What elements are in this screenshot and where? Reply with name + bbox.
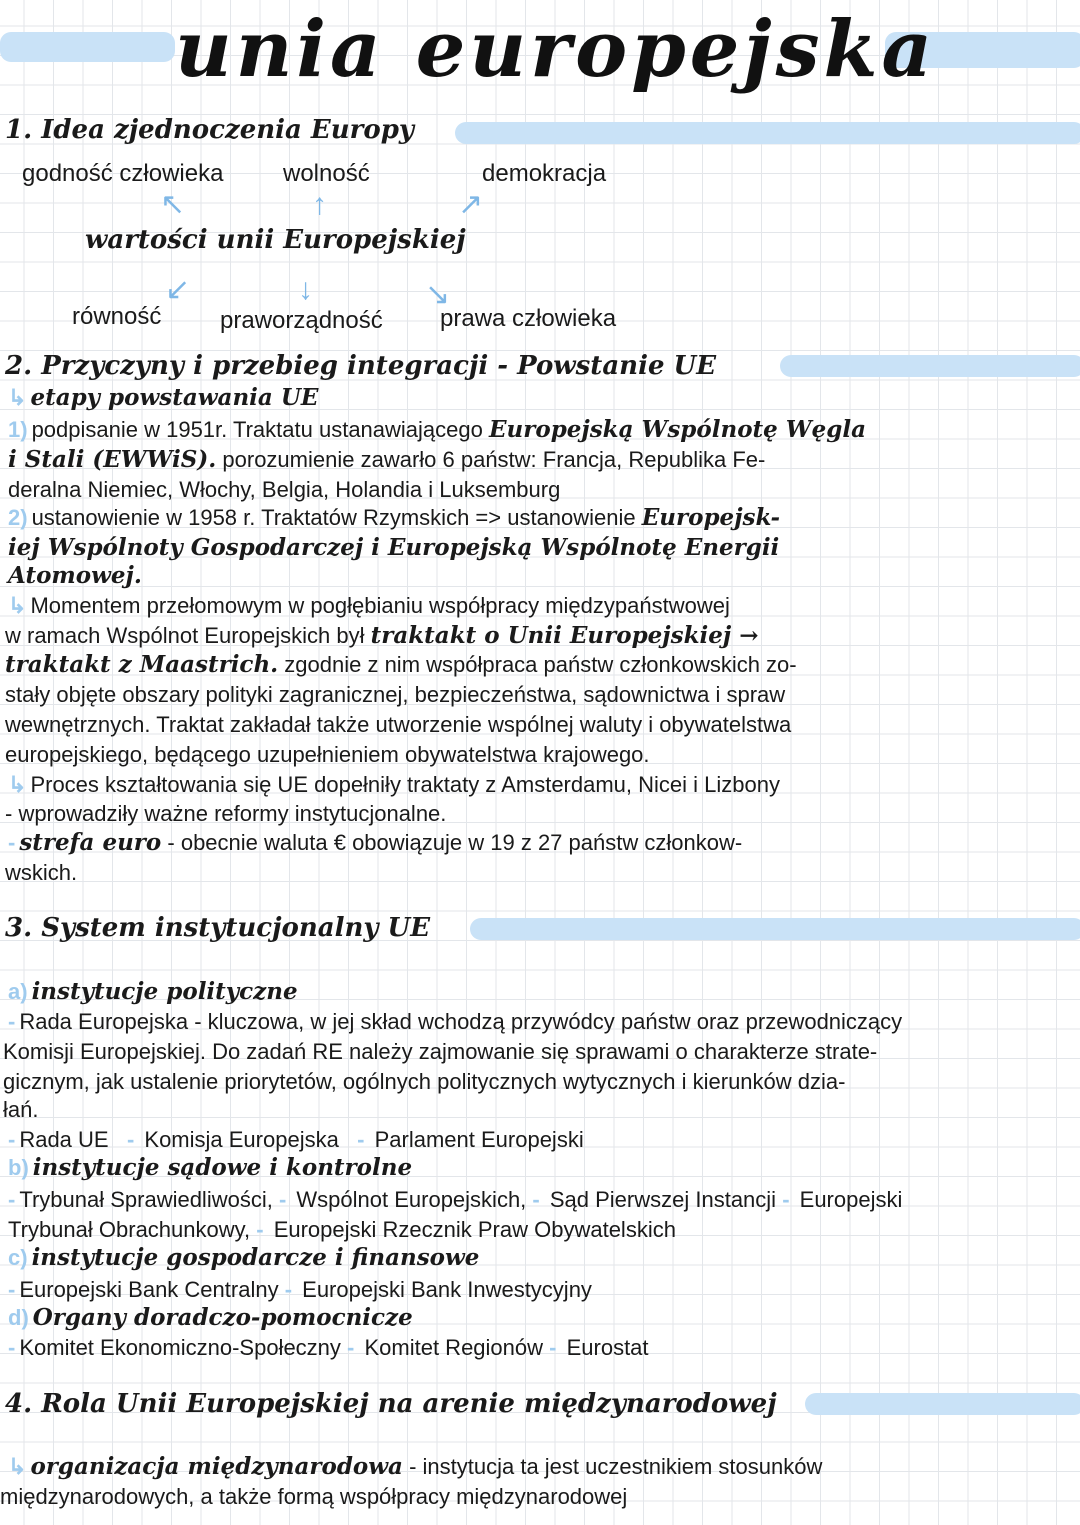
note-text: Europejski Bank Inwestycyjny bbox=[302, 1277, 592, 1302]
note-line bbox=[8, 504, 780, 532]
bullet-marker: ↳ bbox=[8, 1454, 27, 1479]
note-line bbox=[8, 1334, 649, 1362]
bullet-marker: 1) bbox=[8, 417, 28, 442]
bullet-marker: c) bbox=[8, 1245, 28, 1270]
note-text: porozumienie zawarło 6 państw: Francja, Republika Fe- bbox=[216, 447, 766, 472]
note-line bbox=[5, 859, 77, 887]
highlight-bar bbox=[780, 355, 1080, 377]
dash-marker: - bbox=[782, 1187, 796, 1212]
note-line bbox=[8, 1304, 413, 1332]
note-line bbox=[8, 384, 318, 412]
note-text: Europejski Rzecznik Praw Obywatelskich bbox=[273, 1217, 676, 1242]
note-text: stały objęte obszary polityki zagranicznej, bezpieczeństwa, sądownictwa i spraw bbox=[5, 682, 786, 707]
highlight-bar bbox=[805, 1393, 1080, 1415]
note-text: - obecnie waluta € obowiązuje w 19 z 27 państw członkow- bbox=[161, 830, 743, 855]
note-text: Komitet Regionów bbox=[364, 1335, 550, 1360]
note-text: Komisji Europejskiej. Do zadań RE należy zajmowanie się sprawami o charakterze strate- bbox=[3, 1039, 878, 1064]
note-text: strefa euro bbox=[19, 829, 162, 856]
note-text: Organy doradczo-pomocnicze bbox=[32, 1304, 413, 1331]
note-text: europejskiego, będącego uzupełnieniem obywatelstwa krajowego. bbox=[5, 742, 650, 767]
note-line bbox=[0, 1483, 627, 1511]
note-text: Momentem przełomowym w pogłębianiu współpracy międzypaństwowej bbox=[30, 593, 730, 618]
note-text: Sąd Pierwszej Instancji bbox=[549, 1187, 783, 1212]
note-text: Komitet Ekonomiczno-Społeczny bbox=[19, 1335, 348, 1360]
note-line bbox=[5, 622, 758, 650]
note-line bbox=[8, 476, 560, 504]
dash-marker: - bbox=[347, 1335, 361, 1360]
note-text: traktakt z Maastrich. bbox=[5, 651, 279, 678]
note-text: łań. bbox=[3, 1097, 39, 1122]
note-line bbox=[8, 416, 866, 444]
note-line bbox=[3, 1038, 877, 1066]
note-line bbox=[8, 592, 730, 620]
note-line bbox=[8, 1126, 584, 1154]
dash-marker: - bbox=[357, 1127, 371, 1152]
note-text: Europejsk- bbox=[641, 504, 781, 531]
note-text: Trybunał Obrachunkowy, bbox=[8, 1217, 257, 1242]
note-text: instytucje sądowe i kontrolne bbox=[32, 1154, 413, 1181]
dash-marker: - bbox=[284, 1277, 299, 1302]
note-line bbox=[5, 352, 716, 381]
note-text: 3. System instytucjonalny UE bbox=[5, 913, 431, 943]
note-text: gicznym, jak ustalenie priorytetów, ogólnych politycznych wytycznych i kierunków dzia- bbox=[3, 1069, 846, 1094]
note-text: - instytucja ta jest uczestnikiem stosunków bbox=[402, 1454, 823, 1479]
note-line bbox=[8, 1244, 479, 1272]
value-rule-of-law: praworządność bbox=[220, 307, 383, 334]
arrow-up-right-icon: ↗ bbox=[458, 188, 484, 221]
bullet-marker: - bbox=[8, 1277, 16, 1302]
note-line bbox=[8, 1216, 676, 1244]
note-text: w ramach Wspólnot Europejskich był bbox=[5, 623, 371, 648]
bullet-marker: b) bbox=[8, 1155, 29, 1180]
note-text: instytucje gospodarcze i finansowe bbox=[31, 1244, 480, 1271]
arrow-down-icon: ↓ bbox=[298, 273, 313, 306]
highlight-bar bbox=[455, 122, 1080, 144]
value-human-rights: prawa człowieka bbox=[440, 305, 617, 332]
note-text: Rada UE bbox=[19, 1127, 127, 1152]
value-freedom: wolność bbox=[283, 160, 370, 187]
note-text: iej Wspólnoty Gospodarczej i Europejską Wspólnotę Energii bbox=[8, 534, 780, 561]
value-dignity: godność człowieka bbox=[22, 160, 224, 187]
note-text: 2. Przyczyny i przebieg integracji - bbox=[5, 351, 518, 381]
note-text: traktakt o Unii Europejskiej → bbox=[370, 622, 759, 649]
note-line bbox=[5, 1390, 777, 1419]
note-text: Atomowej. bbox=[8, 562, 142, 589]
note-line bbox=[5, 741, 650, 769]
note-line bbox=[8, 534, 779, 562]
note-text: zgodnie z nim współpraca państw członkowskich zo- bbox=[278, 652, 797, 677]
note-text: 4. Rola Unii Europejskiej na arenie międzynarodowej bbox=[5, 1389, 777, 1419]
note-line bbox=[8, 1453, 822, 1481]
note-line bbox=[3, 1068, 845, 1096]
highlight-bar bbox=[470, 918, 1080, 940]
note-line bbox=[8, 1008, 902, 1036]
highlight-bar bbox=[0, 32, 175, 62]
note-text: i Stali (EWWiS). bbox=[8, 446, 217, 473]
note-text: Trybunał Sprawiedliwości, bbox=[19, 1187, 279, 1212]
note-text: Proces kształtowania się UE dopełniły traktaty z Amsterdamu, Nicei i Lizbony bbox=[30, 772, 780, 797]
bullet-marker: ↳ bbox=[8, 772, 27, 797]
note-text: wskich. bbox=[5, 860, 78, 885]
note-text: instytucje polityczne bbox=[31, 978, 298, 1005]
arrow-down-left-icon: ↙ bbox=[165, 273, 191, 306]
note-text: ustanowienie w 1958 r. Traktatów Rzymskich => ustanowienie bbox=[31, 505, 642, 530]
dash-marker: - bbox=[278, 1187, 293, 1212]
note-line bbox=[8, 1186, 902, 1214]
note-text: podpisanie w 1951r. Traktatu ustanawiającego bbox=[31, 417, 489, 442]
note-line bbox=[8, 562, 142, 590]
arrow-up-icon: ↑ bbox=[312, 188, 327, 221]
note-text: - wprowadziły ważne reformy instytucjonalne. bbox=[5, 801, 447, 826]
note-text: Europejski Bank Centralny bbox=[19, 1277, 285, 1302]
arrow-down-right-icon: ↘ bbox=[425, 278, 451, 311]
bullet-marker: - bbox=[8, 830, 16, 855]
dash-marker: - bbox=[256, 1217, 270, 1242]
dash-marker: - bbox=[532, 1187, 546, 1212]
note-line bbox=[8, 771, 780, 799]
note-line bbox=[3, 1096, 38, 1124]
note-text: organizacja międzynarodowa bbox=[30, 1453, 403, 1480]
value-democracy: demokracja bbox=[482, 160, 607, 187]
note-text: Eurostat bbox=[566, 1335, 649, 1360]
note-line bbox=[5, 800, 446, 828]
value-equality: równość bbox=[72, 303, 162, 330]
bullet-marker: ↳ bbox=[8, 593, 27, 618]
note-line bbox=[5, 914, 430, 943]
note-line bbox=[8, 1154, 412, 1182]
note-text: Powstanie UE bbox=[517, 351, 717, 381]
note-line bbox=[8, 978, 298, 1006]
note-text: Europejską Wspólnotę Węgla bbox=[488, 416, 866, 443]
bullet-marker: a) bbox=[8, 979, 28, 1004]
note-text: Europejski bbox=[799, 1187, 903, 1212]
bullet-marker: 2) bbox=[8, 505, 28, 530]
note-text: etapy powstawania UE bbox=[30, 384, 319, 411]
bullet-marker: - bbox=[8, 1009, 16, 1034]
note-text: międzynarodowych, a także formą współpracy międzynarodowej bbox=[0, 1484, 628, 1509]
note-line bbox=[5, 651, 797, 679]
bullet-marker: - bbox=[8, 1127, 16, 1152]
note-text: deralna Niemiec, Włochy, Belgia, Holandia i Luksemburg bbox=[8, 477, 561, 502]
note-text: Komisja Europejska bbox=[144, 1127, 358, 1152]
note-text: Parlament Europejski bbox=[374, 1127, 584, 1152]
dash-marker: - bbox=[126, 1127, 141, 1152]
note-text: Wspólnot Europejskich, bbox=[296, 1187, 533, 1212]
note-text: wewnętrznych. Traktat zakładał także utworzenie wspólnej waluty i obywatelstwa bbox=[5, 712, 792, 737]
eu-values-center: wartości unii Europejskiej bbox=[85, 225, 466, 255]
note-line bbox=[5, 711, 791, 739]
note-line bbox=[8, 829, 742, 857]
note-text: Rada Europejska - kluczowa, w jej skład wchodzą przywódcy państw oraz przewodniczący bbox=[19, 1009, 903, 1034]
bullet-marker: - bbox=[8, 1335, 16, 1360]
note-line bbox=[5, 681, 785, 709]
bullet-marker: ↳ bbox=[8, 385, 27, 410]
dash-marker: - bbox=[549, 1335, 563, 1360]
bullet-marker: - bbox=[8, 1187, 16, 1212]
page-title: unia europejska bbox=[175, 4, 937, 95]
note-line bbox=[8, 1276, 592, 1304]
arrow-up-left-icon: ↖ bbox=[160, 188, 186, 221]
bullet-marker: d) bbox=[8, 1305, 29, 1330]
note-line bbox=[8, 446, 765, 474]
section-1-heading: 1. Idea zjednoczenia Europy bbox=[5, 115, 414, 145]
